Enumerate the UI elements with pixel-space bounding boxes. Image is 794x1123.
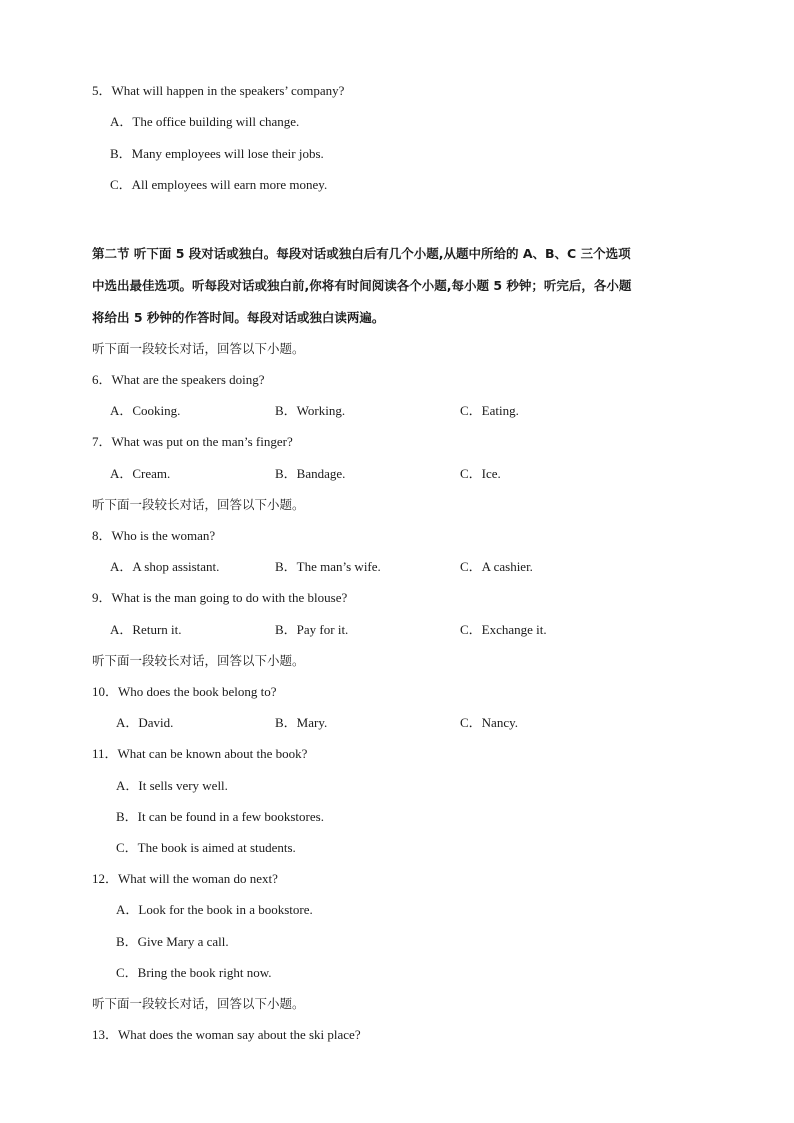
section-2-heading-line-3: 将给出 5 秒钟的作答时间。每段对话或独白读两遍。 bbox=[92, 310, 385, 325]
question-11-option-a: A．It sells very well. bbox=[116, 778, 228, 793]
question-11-option-c: C．The book is aimed at students. bbox=[116, 840, 296, 855]
question-11-option-b: B．It can be found in a few bookstores. bbox=[116, 809, 324, 824]
question-9-stem: 9．What is the man going to do with the blouse? bbox=[92, 590, 348, 605]
question-6-option-a: A．Cooking. bbox=[110, 403, 181, 418]
question-5-option-a: A．The office building will change. bbox=[110, 114, 300, 129]
section-2-heading-line-2: 中选出最佳选项。听每段对话或独白前,你将有时间阅读各个小题,每小题 5 秒钟；听完后，各小题 bbox=[92, 278, 632, 293]
question-9-option-b: B．Pay for it. bbox=[275, 622, 349, 637]
question-6-option-c: C．Eating. bbox=[460, 403, 519, 418]
question-10-option-a: A．David. bbox=[116, 715, 174, 730]
question-5-option-b: B．Many employees will lose their jobs. bbox=[110, 146, 324, 161]
listening-instruction: 听下面一段较长对话，回答以下小题。 bbox=[92, 653, 305, 668]
question-7-option-b: B．Bandage. bbox=[275, 466, 346, 481]
listening-instruction: 听下面一段较长对话，回答以下小题。 bbox=[92, 497, 305, 512]
listening-instruction: 听下面一段较长对话，回答以下小题。 bbox=[92, 996, 305, 1011]
question-9-option-a: A．Return it. bbox=[110, 622, 182, 637]
question-7-stem: 7．What was put on the man’s finger? bbox=[92, 434, 293, 449]
question-10-option-c: C．Nancy. bbox=[460, 715, 519, 730]
question-10-stem: 10．Who does the book belong to? bbox=[92, 684, 277, 699]
question-12-option-c: C．Bring the book right now. bbox=[116, 965, 272, 980]
question-9-option-c: C．Exchange it. bbox=[460, 622, 547, 637]
question-8-option-c: C．A cashier. bbox=[460, 559, 533, 574]
question-5-option-c: C．All employees will earn more money. bbox=[110, 177, 328, 192]
listening-instruction: 听下面一段较长对话，回答以下小题。 bbox=[92, 341, 305, 356]
question-11-stem: 11．What can be known about the book? bbox=[92, 746, 308, 761]
question-6-stem: 6．What are the speakers doing? bbox=[92, 372, 265, 387]
question-8-option-a: A．A shop assistant. bbox=[110, 559, 220, 574]
question-5-stem: 5．What will happen in the speakers’ company? bbox=[92, 83, 345, 98]
question-7-option-a: A．Cream. bbox=[110, 466, 171, 481]
question-7-option-c: C．Ice. bbox=[460, 466, 501, 481]
question-12-option-a: A．Look for the book in a bookstore. bbox=[116, 902, 313, 917]
section-2-heading-line-1: 第二节 听下面 5 段对话或独白。每段对话或独白后有几个小题,从题中所给的 A、B、C 三个选项 bbox=[92, 246, 631, 261]
question-12-option-b: B．Give Mary a call. bbox=[116, 934, 229, 949]
question-8-option-b: B．The man’s wife. bbox=[275, 559, 381, 574]
question-8-stem: 8．Who is the woman? bbox=[92, 528, 216, 543]
question-13-stem: 13．What does the woman say about the ski place? bbox=[92, 1027, 361, 1042]
question-10-option-b: B．Mary. bbox=[275, 715, 328, 730]
question-6-option-b: B．Working. bbox=[275, 403, 346, 418]
question-12-stem: 12．What will the woman do next? bbox=[92, 871, 278, 886]
